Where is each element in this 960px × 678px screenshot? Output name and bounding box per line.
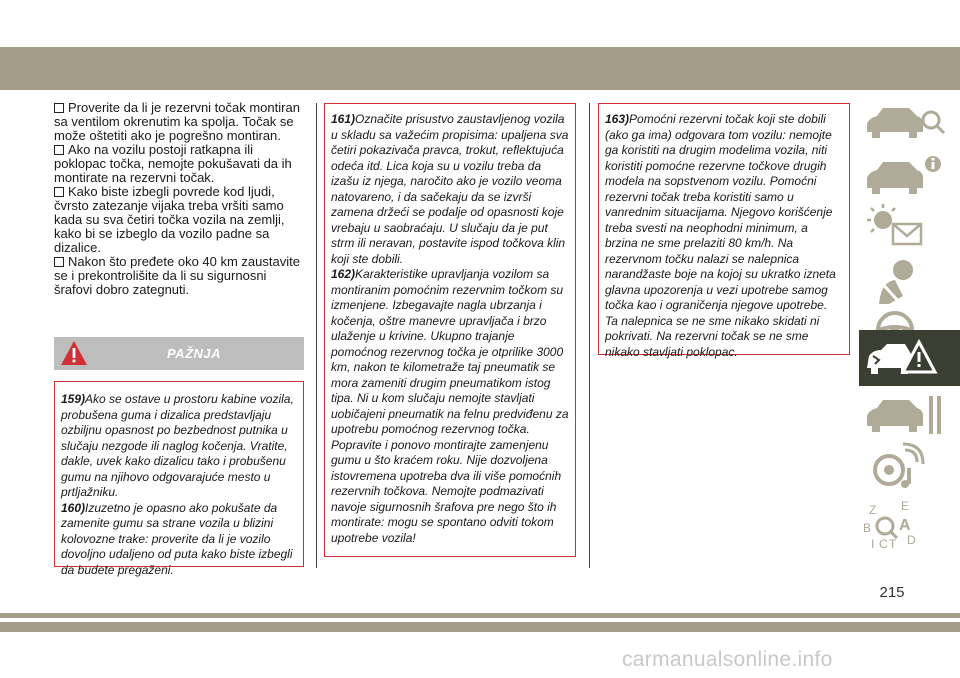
footer-band (0, 622, 960, 632)
note-163: 163)Pomoćni rezervni točak koji ste dobili (ako ga ima) odgovara tom vozilu: nemojte ga koristiti na drugim modelima vozila, niti koristiti pomoćne rezervne točkove drugih modela na sopstvenom vozilu. Pomoćni rezervni točak treba koristiti samo u vanrednim situacijama. Njegovo korišćenje treba svesti na neophodni minimum, a brzina ne sme prelaziti 80 km/h. Na rezervnom točku nalazi se nalepnica narandžaste boje na kojoj su ukratko izneta glavna upozorenja u vezi upotrebe samog točka kao i ograničenja njegove upotrebe. Ta nalepnica se ne sme nikako skidati ni pokrivati. Na rezervni točak se ne sme nikako stavljati poklopac. (605, 112, 836, 359)
multimedia-icon (859, 440, 960, 496)
tab-safety-lights[interactable] (859, 200, 960, 256)
car-search-icon (859, 96, 960, 152)
lights-message-icon (859, 200, 960, 256)
checkbox-icon (54, 145, 64, 155)
column-divider (589, 103, 590, 568)
list-item: Kako biste izbegli povrede kod ljudi, čvrsto zatezanje vijaka treba vršiti samo kada su sva četiri točka vozila na zemlji, kako bi se izbeglo da vozilo padne sa dizalice. (54, 184, 285, 255)
car-tools-icon (859, 386, 960, 442)
warning-header (54, 337, 304, 370)
note-160: 160)Izuzetno je opasno ako pokušate da zamenite gumu sa strane vozila u blizini kolovozne trake: proverite da li je vozilo dovoljno udaljeno od puta kako biste izbegli da budete pregaženi. (61, 500, 293, 577)
index-letter: A (899, 517, 911, 534)
chapter-sidebar (859, 90, 960, 613)
index-letter: B (863, 521, 872, 535)
list-item: Ako na vozilu postoji ratkapna ili poklopac točka, nemojte pokušavati da ih montirate na rezervni točak. (54, 142, 292, 185)
checkbox-icon (54, 103, 64, 113)
index-letter: T (889, 537, 897, 551)
index-letter: E (901, 499, 910, 513)
index-icon (859, 496, 960, 552)
column-divider (316, 103, 317, 568)
instruction-list (54, 101, 304, 297)
index-letter: I (871, 537, 875, 551)
index-letter: C (879, 537, 888, 551)
list-item: Proverite da li je rezervni točak montiran sa ventilom okrenutim ka spolja. Točak se može oštetiti ako je pogrešno montiran. (54, 100, 300, 143)
tab-dashboard[interactable] (859, 148, 960, 204)
tab-in-an-emergency[interactable] (859, 330, 960, 386)
tab-servicing-maintenance[interactable] (859, 386, 960, 442)
checkbox-icon (54, 257, 64, 267)
warning-title: PAŽNJA (166, 346, 222, 361)
tab-multimedia[interactable] (859, 440, 960, 496)
checkbox-icon (54, 187, 64, 197)
page-number: 215 (879, 584, 905, 601)
header-band (0, 47, 960, 90)
note-159: 159)Ako se ostave u prostoru kabine vozila, probušena guma i dizalica predstavljaju ozbiljnu opasnost po bezbednost putnika u slučaju nezgode ili naglog kočenja. Vratite, dakle, uvek kako dizalicu tako i probušenu gumu na njihovo odgovarajuće mesto u prtljažniku. (61, 392, 294, 499)
seatbelt-airbag-icon (859, 252, 960, 308)
index-letter: D (907, 533, 916, 547)
footer-band (0, 613, 960, 618)
watermark: carmanualsonline.info (622, 648, 833, 671)
tab-safety[interactable] (859, 252, 960, 308)
breakdown-warning-icon (859, 330, 960, 386)
tab-index[interactable] (859, 496, 960, 552)
warning-note-box (54, 381, 304, 577)
list-item: Nakon što pređete oko 40 km zaustavite se i prekontrolišite da li su sigurnosni šrafovi dobro zategnuti. (54, 254, 300, 297)
car-info-icon (859, 148, 960, 204)
warning-note-box (598, 103, 850, 359)
tab-getting-to-know[interactable] (859, 96, 960, 152)
warning-note-box (324, 103, 576, 557)
note-161: 161)Označite prisustvo zaustavljenog vozila u skladu sa važećim propisima: upaljena sva četiri pokazivača pravca, trokut, reflektujuća odeća itd. Lica koja su u vozilu treba da izašu iz njega, naročito ako je vozilo veoma natovareno, i da sačekaju da se izvrši zamena držeći se podalje od opasnosti koje vrebaju u saobraćaju. U slučaju da je put strm ili neravan, postavite ispod točkova klin koji ste dobili. (331, 112, 569, 266)
note-162: 162)Karakteristike upravljanja vozilom sa montiranim pomoćnim rezervnim točkom su izmenjene. Izbegavajte nagla ubrzanja i kočenja, oštre manevre upravljača i brzo ulaženje u krivine. Ukupno trajanje pomoćnog rezervnog točka je otprilike 3000 km, nakon te kilometraže taj pneumatik se mora zameniti drugim pneumatikom istog tipa. Ni u kom slučaju nemojte stavljati uobičajeni pneumatik na felnu predviđenu za upotrebu pomoćnog rezervnog točka. Popravite i ponovo montirajte zamenjenu gumu u što kraćem roku. Nije dozvoljena istovremena upotreba dva ili više pomoćnih rezervnih točkova. Nemojte podmazivati navoje sigurnosnih šrafova pre nego što ih montirate: mogu se spontano odviti tokom upotrebe vozila! (331, 267, 569, 545)
index-letter: Z (869, 503, 877, 517)
